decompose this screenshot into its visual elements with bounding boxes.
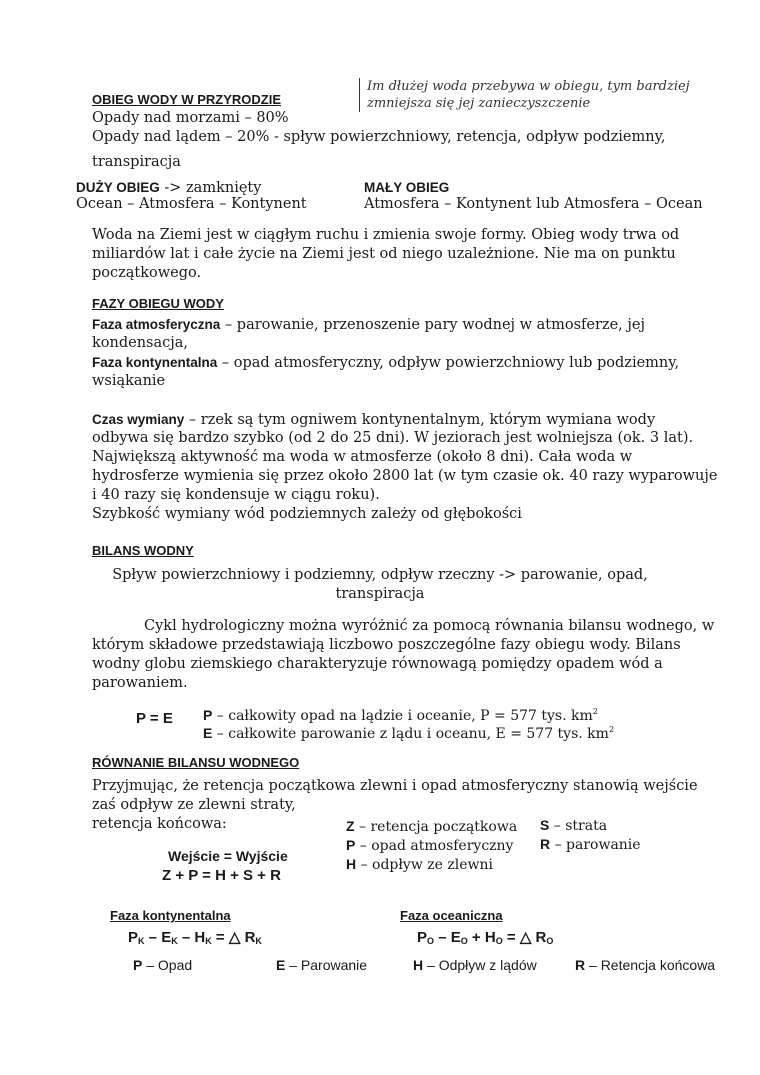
cont-eq-h: H <box>194 929 206 946</box>
phase-atmospheric-label: Faza atmosferyczna <box>92 317 221 332</box>
balance-legend-e-exp: 2 <box>608 725 615 734</box>
equation-legend-p-sym: P <box>346 837 356 853</box>
intro-line-1: Opady nad morzami – 80% <box>92 110 289 126</box>
equation-legend-s-text: – strata <box>549 818 608 834</box>
exchange-line-1 <box>92 410 655 431</box>
equation-line-1: Przyjmując, że retencja początkowa zlewni i opad atmosferyczny stanowią wejście <box>92 778 698 794</box>
section-header-water-cycle: OBIEG WODY W PRZYRODZIE <box>92 92 281 107</box>
phase-legend-h <box>413 956 537 976</box>
quote-line-2: zmniejsza się jej zanieczyszczenie <box>367 96 591 111</box>
exchange-line-4: hydrosferze wymienia się przez około 2800 lat (w tym czasie ok. 40 razy wyparowuje <box>92 468 718 484</box>
quote-line-1: Im dłużej woda przebywa w obiegu, tym bardziej <box>367 79 690 94</box>
cont-eq-e-sub: K <box>171 936 178 946</box>
ocean-eq-h: H <box>484 929 496 946</box>
big-cycle-desc: Ocean – Atmosfera – Kontynent <box>76 196 307 212</box>
cont-eq-p-sub: K <box>138 936 145 946</box>
intro-line-2: Opady nad lądem – 20% - spływ powierzchniowy, retencja, odpływ podziemny, <box>92 129 666 145</box>
exchange-line-3: Największą aktywność ma woda w atmosferze (około 8 dni). Cała woda w <box>92 449 633 465</box>
cont-eq-e: E <box>161 929 172 946</box>
ocean-eq-e-sub: O <box>460 936 468 946</box>
ocean-eq-eq: = △ <box>502 929 536 946</box>
ocean-eq-p: P <box>417 929 428 946</box>
exchange-line-6: Szybkość wymiany wód podziemnych zależy od głębokości <box>92 506 522 522</box>
phase-legend-e <box>276 956 367 976</box>
balance-center-1: Spływ powierzchniowy i podziemny, odpływ rzeczny -> parowanie, opad, <box>112 567 648 583</box>
phase-legend-r-sym: R <box>575 957 586 973</box>
intro-line-3: transpiracja <box>92 154 181 170</box>
cont-eq-h-sub: K <box>205 936 212 946</box>
ocean-eq-op-2: + <box>467 929 485 946</box>
phase-legend-h-text: – Odpływ z lądów <box>423 957 537 973</box>
balance-legend-p-text: – całkowity opad na lądzie i oceanie, P = 577 tys. km <box>212 708 593 724</box>
balance-para-line-3: wodny globu ziemskiego charakteryzuje równowagą pomiędzy opadem wód a <box>92 656 663 672</box>
equation-legend-r-sym: R <box>540 836 551 852</box>
ocean-eq-h-sub: O <box>495 936 503 946</box>
equation-legend-h-text: – odpływ ze zlewni <box>356 857 493 873</box>
equation-legend-r <box>540 835 641 855</box>
equation-legend-r-text: – parowanie <box>550 837 641 853</box>
phase-legend-e-text: – Parowanie <box>285 957 368 973</box>
ocean-eq-r: R <box>535 929 547 946</box>
phase-continental <box>92 353 679 374</box>
exchange-line-2: odbywa się bardzo szybko (od 2 do 25 dni). W jeziorach jest wolniejsza (ok. 3 lat). <box>92 430 694 446</box>
balance-legend-e-sym: E <box>203 725 213 741</box>
continental-phase-header: Faza kontynentalna <box>110 908 231 923</box>
balance-legend-p-sym: P <box>203 707 213 723</box>
big-cycle-suffix: -> zamknięty <box>159 180 262 196</box>
phase-atmospheric-text: – parowanie, przenoszenie pary wodnej w atmosferze, jej <box>220 317 645 333</box>
cont-eq-r: R <box>244 929 256 946</box>
phase-legend-p-text: – Opad <box>142 957 193 973</box>
phase-legend-p <box>133 956 192 976</box>
equation-legend-p <box>346 836 513 856</box>
equation-legend-z-sym: Z <box>346 818 355 834</box>
equation-legend-z-text: – retencja początkowa <box>354 819 518 835</box>
equation-formula-2: Z + P = H + S + R <box>162 867 281 884</box>
equation-legend-p-text: – opad atmosferyczny <box>355 838 514 854</box>
ocean-eq-e: E <box>450 929 461 946</box>
exchange-line-5: i 40 razy się kondensuje w ciągu roku). <box>92 487 380 503</box>
section-header-balance: BILANS WODNY <box>92 543 194 558</box>
exchange-label: Czas wymiany <box>92 412 185 427</box>
equation-legend-s <box>540 816 607 836</box>
balance-legend-e <box>203 720 614 744</box>
exchange-text-1: – rzek są tym ogniwem kontynentalnym, którym wymiana wody <box>184 412 656 428</box>
equation-formula-1: Wejście = Wyjście <box>168 848 288 864</box>
balance-legend-p-exp: 2 <box>592 707 598 716</box>
oceanic-phase-header: Faza oceaniczna <box>400 908 503 923</box>
balance-center-2: transpiracja <box>335 586 425 602</box>
quote-divider <box>359 78 360 112</box>
ocean-eq-p-sub: O <box>427 936 435 946</box>
big-cycle-label: DUŻY OBIEG <box>76 180 160 195</box>
para1-line-1: Woda na Ziemi jest w ciągłym ruchu i zmienia swoje formy. Obieg wody trwa od <box>92 227 680 243</box>
phase-legend-e-sym: E <box>276 957 286 973</box>
cont-eq-op-2: – <box>177 929 195 946</box>
phase-continental-text-2: wsiąkanie <box>92 373 166 389</box>
phase-continental-text: – opad atmosferyczny, odpływ powierzchniowy lub podziemny, <box>217 355 680 371</box>
cont-eq-op-1: – <box>144 929 162 946</box>
balance-legend-e-text: – całkowite parowanie z lądu i oceanu, E = 577 tys. km <box>212 726 609 742</box>
section-header-phases: FAZY OBIEGU WODY <box>92 296 224 311</box>
balance-para-line-2: którym składowe przedstawiają liczbowo poszczególne fazy obiegu wody. Bilans <box>92 637 681 653</box>
phase-legend-h-sym: H <box>413 957 424 973</box>
phase-legend-r-text: – Retencja końcowa <box>585 957 716 973</box>
equation-line-2: zaś odpływ ze zlewni straty, <box>92 797 296 813</box>
para1-line-3: początkowego. <box>92 265 202 281</box>
phase-legend-p-sym: P <box>133 957 143 973</box>
phase-atmospheric <box>92 315 645 336</box>
ocean-eq-r-sub: O <box>546 936 554 946</box>
cont-eq-r-sub: K <box>255 936 262 946</box>
ocean-eq-op-1: – <box>434 929 451 946</box>
balance-para-line-4: parowaniem. <box>92 675 188 691</box>
phase-atmospheric-text-2: kondensacja, <box>92 335 189 351</box>
equation-line-3: retencja końcowa: <box>92 816 227 832</box>
equation-legend-s-sym: S <box>540 817 550 833</box>
small-cycle-label: MAŁY OBIEG <box>364 180 450 195</box>
small-cycle-desc: Atmosfera – Kontynent lub Atmosfera – Ocean <box>364 196 703 212</box>
cont-eq-eq: = △ <box>211 929 245 946</box>
equation-legend-z <box>346 817 517 837</box>
phase-continental-label: Faza kontynentalna <box>92 355 218 370</box>
continental-equation <box>128 928 262 946</box>
balance-para-line-1: Cykl hydrologiczny można wyróżnić za pomocą równania bilansu wodnego, w <box>144 618 715 634</box>
oceanic-equation <box>417 928 553 946</box>
section-header-equation: RÓWNANIE BILANSU WODNEGO <box>92 755 300 770</box>
cont-eq-p: P <box>128 929 139 946</box>
equation-legend-h-sym: H <box>346 856 357 872</box>
equation-legend-h <box>346 855 493 875</box>
balance-formula: P = E <box>136 710 173 727</box>
para1-line-2: miliardów lat i całe życie na Ziemi jest od niego uzależnione. Nie ma on punktu <box>92 246 676 262</box>
phase-legend-r <box>575 956 715 976</box>
